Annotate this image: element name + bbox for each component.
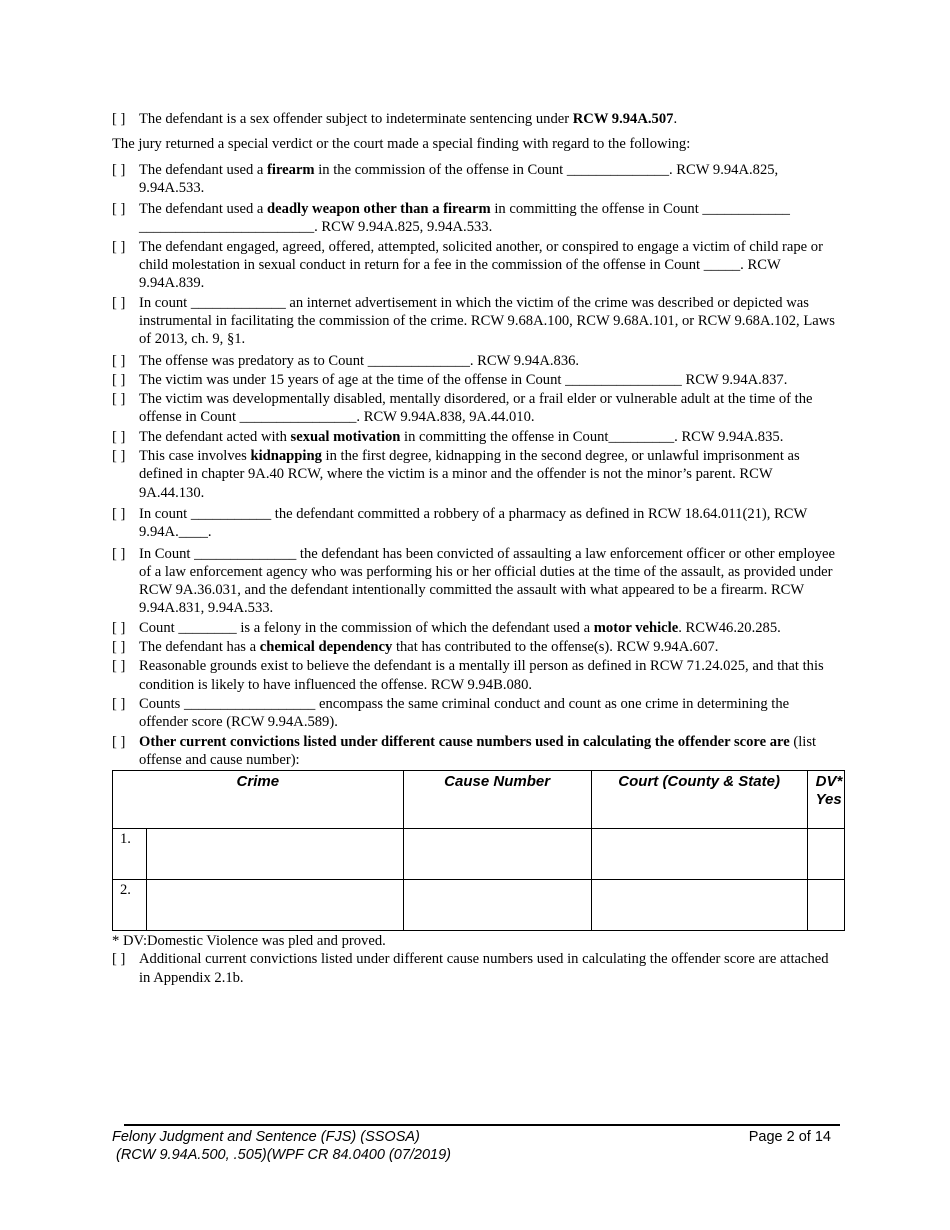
row-number: 2.: [113, 880, 147, 931]
checkbox[interactable]: [ ]: [112, 391, 126, 408]
finding-pharmacy-robbery: [ ] In count ___________ the defendant committed a robbery of a pharmacy as defined in RCW 18.64.011(21), RCW 9.94A.____.: [112, 505, 808, 541]
court-cell[interactable]: [591, 829, 807, 880]
checkbox[interactable]: [ ]: [112, 695, 126, 712]
jury-intro: The jury returned a special verdict or the court made a special finding with regard to the following:: [112, 136, 691, 153]
checkbox[interactable]: [ ]: [112, 448, 126, 465]
finding-motor-vehicle: [ ] Count ________ is a felony in the commission of which the defendant used a motor vehicle. RCW46.20.285.: [112, 619, 781, 636]
row-number: 1.: [113, 829, 147, 880]
cause-number-cell[interactable]: [403, 880, 591, 931]
crime-cell[interactable]: [147, 829, 404, 880]
dv-note: * DV:Domestic Violence was pled and proved.: [112, 933, 386, 950]
document-body: [112, 110, 843, 987]
checkbox[interactable]: [ ]: [112, 294, 126, 311]
additional-convictions: [ ] Additional current convictions listed under different cause numbers used in calculating the offender score are attached in Appendix 2.1b.: [112, 951, 829, 986]
finding-predatory: [ ] The offense was predatory as to Count ______________. RCW 9.94A.836.: [112, 352, 580, 369]
checkbox[interactable]: [ ]: [112, 639, 126, 656]
finding-deadly-weapon: [ ] The defendant used a deadly weapon other than a firearm in committing the offense in Count ____________ ________________________. RCW 9.94A.825, 9.94A.533.: [112, 201, 790, 236]
finding-internet-ad: [ ] In count _____________ an internet advertisement in which the victim of the crime was described or depicted was instrumental in facilitating the commission of the crime. RCW 9.68A.100, RCW 9.68A.101, or RCW 9.68A.102, Laws of 2013, ch. 9, §1.: [112, 294, 835, 348]
finding-sexual-motivation: [ ] The defendant acted with sexual motivation in committing the offense in Count_________. RCW 9.94A.835.: [112, 428, 784, 445]
checkbox[interactable]: [ ]: [112, 658, 126, 675]
checkbox[interactable]: [ ]: [112, 238, 126, 255]
findings-list: [112, 161, 840, 770]
footer-form-citation: (RCW 9.94A.500, .505)(WPF CR 84.0400 (07/2019): [116, 1147, 452, 1163]
crime-cell[interactable]: [147, 880, 404, 931]
finding-vulnerable-victim: [ ] The victim was developmentally disabled, mentally disordered, or a frail elder or vulnerable adult at the time of the offense in Count ________________. RCW 9.94A.838, 9A.44.010.: [112, 391, 813, 426]
finding-officer-assault: [ ] In Count ______________ the defendant has been convicted of assaulting a law enforcement officer or other employee of a law enforcement agency who was performing his or her official duties at the time of the assault, as provided under RCW 9A.36.031, and the defendant intentionally committed the assault with what appeared to be a firearm. RCW 9.94A.831, 9.94A.533.: [112, 545, 835, 617]
header-court: Court (County & State): [591, 771, 807, 829]
checkbox[interactable]: [ ]: [112, 352, 126, 369]
finding-other-convictions: [ ] Other current convictions listed under different cause numbers used in calculating the offender score are (list offense and cause number):: [112, 733, 817, 768]
other-convictions-table: [112, 770, 845, 931]
footer-rule: [124, 1124, 840, 1126]
footer-form-title: Felony Judgment and Sentence (FJS) (SSOSA): [112, 1129, 420, 1145]
dv-cell[interactable]: [807, 829, 844, 880]
checkbox[interactable]: [ ]: [112, 505, 126, 522]
dv-cell[interactable]: [807, 880, 844, 931]
page-footer: [112, 1124, 840, 1164]
finding-child-rape-fee: [ ] The defendant engaged, agreed, offered, attempted, solicited another, or conspired to engage a victim of child rape or child molestation in sexual conduct in return for a fee in the commission of the offense in Count _____. RCW 9.94A.839.: [112, 238, 823, 292]
checkbox[interactable]: [ ]: [112, 951, 126, 968]
table-row: [113, 829, 845, 880]
checkbox[interactable]: [ ]: [112, 733, 126, 750]
header-dv: DV* Yes: [807, 771, 844, 829]
cause-number-cell[interactable]: [403, 829, 591, 880]
finding-chemical-dependency: [ ] The defendant has a chemical dependency that has contributed to the offense(s). RCW 9.94A.607.: [112, 639, 719, 656]
finding-same-conduct: [ ] Counts __________________ encompass the same criminal conduct and count as one crime in determining the offender score (RCW 9.94A.589).: [112, 695, 790, 731]
page-number: Page 2 of 14: [748, 1129, 831, 1145]
checkbox[interactable]: [ ]: [112, 161, 126, 178]
finding-victim-under-15: [ ] The victim was under 15 years of age at the time of the offense in Count ________________ RCW 9.94A.837.: [112, 371, 788, 388]
checkbox[interactable]: [ ]: [112, 619, 126, 636]
table-header-row: [113, 771, 845, 829]
finding-firearm: [ ] The defendant used a firearm in the commission of the offense in Count ______________. RCW 9.94A.825, 9.94A.533.: [112, 161, 779, 196]
header-crime: Crime: [113, 771, 404, 829]
header-cause-number: Cause Number: [403, 771, 591, 829]
sex-offender-finding: [ ] The defendant is a sex offender subject to indeterminate sentencing under RCW 9.94A.507.: [112, 111, 678, 127]
finding-mentally-ill: [ ] Reasonable grounds exist to believe the defendant is a mentally ill person as defined in RCW 71.24.025, and that this condition is likely to have influenced the offense. RCW 9.94B.080.: [112, 658, 824, 693]
finding-kidnapping: [ ] This case involves kidnapping in the first degree, kidnapping in the second degree, or unlawful imprisonment as defined in chapter 9A.40 RCW, where the victim is a minor and the offender is not the minor’s parent. RCW 9A.44.130.: [112, 448, 800, 501]
table-row: [113, 880, 845, 931]
checkbox[interactable]: [ ]: [112, 428, 126, 445]
checkbox[interactable]: [ ]: [112, 201, 126, 218]
checkbox[interactable]: [ ]: [112, 111, 126, 127]
checkbox[interactable]: [ ]: [112, 371, 126, 388]
court-cell[interactable]: [591, 880, 807, 931]
checkbox[interactable]: [ ]: [112, 545, 126, 562]
